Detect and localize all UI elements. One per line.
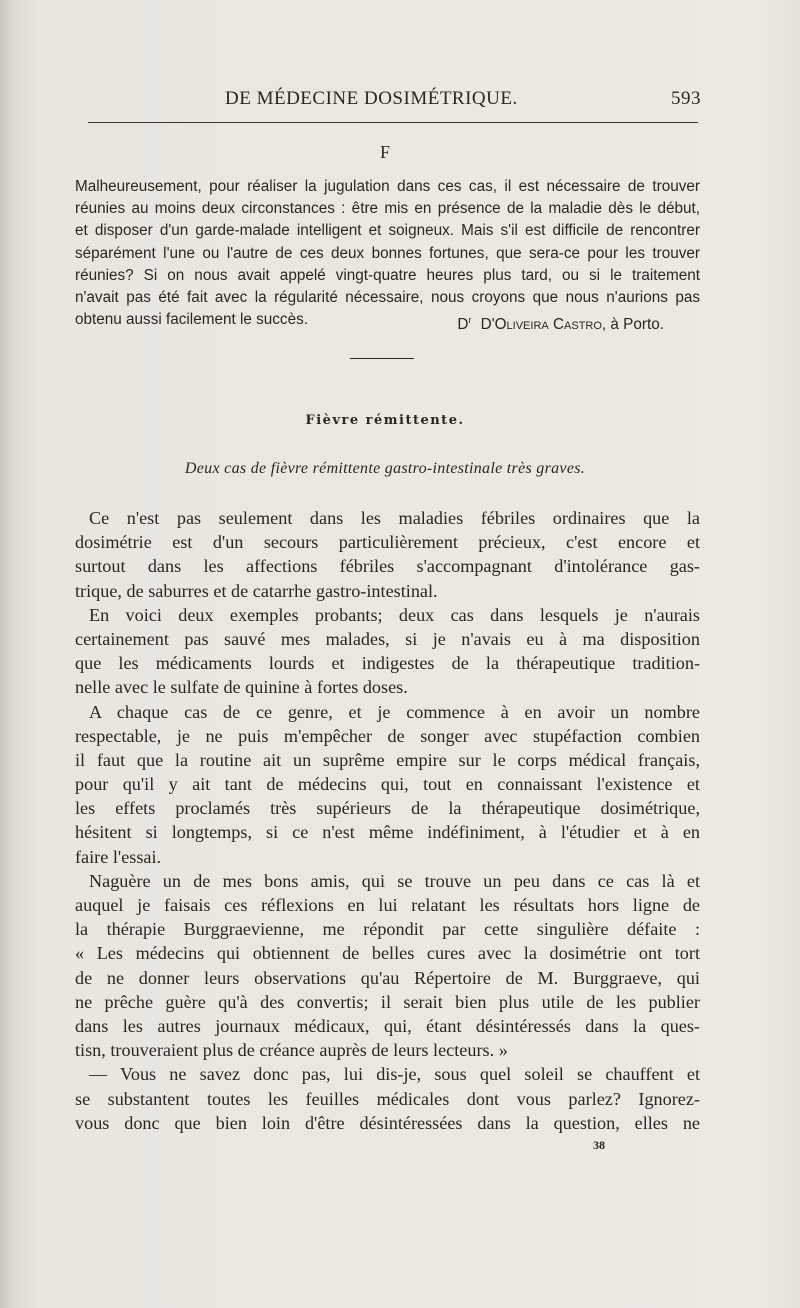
intro-line: et disposer d'un garde-malade intelligent et soigneux. Mais s'il est difficile de rencontrer: [75, 222, 700, 240]
author-signature: [457, 309, 664, 336]
intro-paragraph: [75, 176, 700, 334]
body-line: ne prêche guère qu'à des convertis; il serait bien plus utile de les publier: [75, 991, 700, 1012]
running-title: DE MÉDECINE DOSIMÉTRIQUE.: [225, 88, 518, 109]
intro-line: réunies? Si on nous avait appelé vingt-quatre heures plus tard, ou si le traitement: [75, 266, 700, 284]
body-line: — Vous ne savez donc pas, lui dis-je, sous quel soleil se chauffent et: [89, 1064, 700, 1085]
signature-prefix: $D^r$: [457, 315, 472, 334]
intro-line: obtenu aussi facilement le succès.: [75, 311, 308, 329]
signature-name: D'Oliveira Castro: [480, 316, 602, 334]
signature-place: , à Porto.: [601, 316, 664, 334]
section-separator: [350, 358, 414, 359]
intro-line: Malheureusement, pour réaliser la jugulation dans ces cas, il est nécessaire de trouver: [75, 178, 700, 195]
body-line: se substantent toutes les feuilles médicales dont vous parlez? Ignorez-: [75, 1088, 700, 1109]
body-line: dans les autres journaux médicaux, qui, étant désintéressés dans la ques-: [75, 1015, 700, 1036]
page-number: 593: [671, 88, 701, 109]
body-line: que les médicaments lourds et indigestes de la thérapeutique tradition-: [75, 653, 700, 674]
body-line: tisn, trouveraient plus de créance auprès de leurs lecteurs. »: [75, 1040, 508, 1061]
body-line: il faut que la routine ait un suprême empire sur le corps médical français,: [75, 749, 700, 770]
section-letter: F: [379, 142, 390, 162]
header-rule: [88, 122, 698, 123]
body-line: faire l'essai.: [75, 846, 162, 867]
body-line: pour qu'il y ait tant de médecins qui, tout en connaissant l'existence et: [75, 774, 700, 795]
intro-line: séparément l'une ou l'autre de ces deux bonnes fortunes, que sera-ce pour les trouver: [75, 244, 700, 262]
body-line: hésitent si longtemps, si ce n'est même indéfiniment, à l'étudier et à en: [75, 822, 700, 843]
intro-line: réunies au moins deux circonstances : être mis en présence de la maladie dès le début,: [75, 200, 700, 218]
body-line: En voici deux exemples probants; deux cas dans lesquels je n'aurais: [89, 604, 700, 625]
article-subtitle: Deux cas de fièvre rémittente gastro-intestinale très graves.: [184, 460, 586, 477]
article-body: [75, 506, 700, 1135]
body-line: Naguère un de mes bons amis, qui se trouve un peu dans ce cas là et: [89, 870, 700, 891]
body-line: Ce n'est pas seulement dans les maladies fébriles ordinaires que la: [89, 508, 700, 528]
body-line: certainement pas sauvé mes malades, si je n'avais eu à ma disposition: [75, 628, 700, 649]
body-line: de ne donner leurs observations qu'au Répertoire de M. Burggraeve, qui: [75, 967, 700, 988]
signature-mark: 38: [593, 1138, 605, 1152]
article-heading: Fièvre rémittente.: [305, 413, 465, 428]
body-line: nelle avec le sulfate de quinine à fortes doses.: [75, 677, 408, 698]
body-line: dosimétrie est d'un secours particulièrement précieux, c'est encore et: [75, 532, 700, 553]
intro-line-last: [75, 309, 700, 334]
body-line: surtout dans les affections fébriles s'accompagnant d'intolérance gas-: [75, 556, 700, 577]
intro-line: n'avait pas été fait avec la régularité nécessaire, nous croyons que nous n'aurions pas: [75, 289, 700, 307]
body-line: auquel je faisais ces réflexions en lui relatant les résultats hors ligne de: [75, 895, 700, 915]
body-line: « Les médecins qui obtiennent de belles cures avec la dosimétrie ont tort: [75, 943, 700, 964]
body-line: les effets proclamés très supérieurs de la thérapeutique dosimétrique,: [75, 798, 700, 819]
body-line: vous donc que bien loin d'être désintéressées dans la question, elles ne: [75, 1112, 700, 1133]
body-line: la thérapie Burggraevienne, me répondit par cette singulière défaite :: [75, 919, 700, 940]
body-line: A chaque cas de ce genre, et je commence à en avoir un nombre: [89, 701, 700, 722]
body-line: trique, de saburres et de catarrhe gastro-intestinal.: [75, 580, 438, 601]
body-line: respectable, je ne puis m'empêcher de songer avec stupéfaction combien: [75, 725, 700, 746]
